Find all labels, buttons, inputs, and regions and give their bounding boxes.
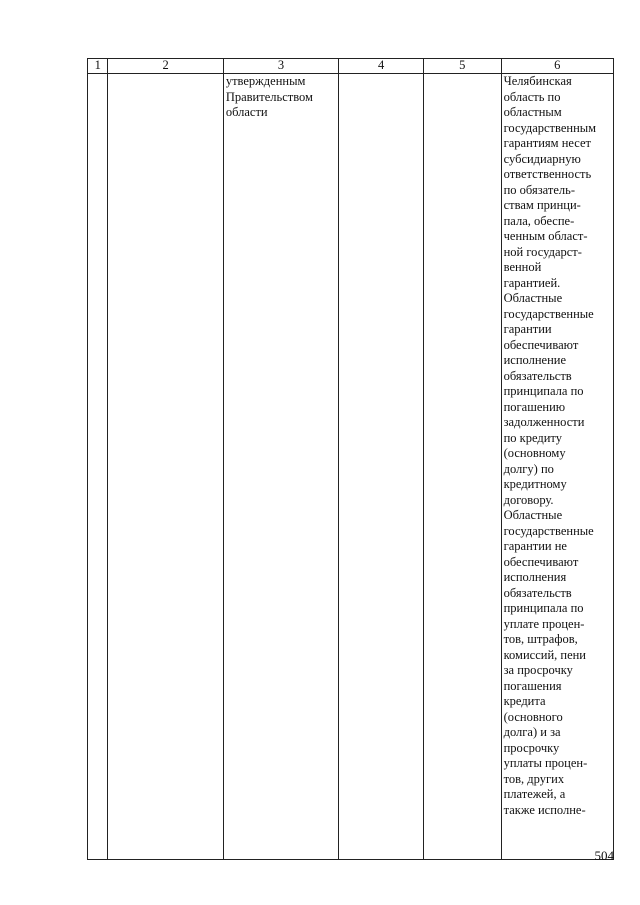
cell-col4 — [339, 74, 424, 860]
column-header-4: 4 — [339, 59, 424, 74]
cell-col5 — [424, 74, 502, 860]
table-row — [88, 74, 614, 860]
cell-col3: утвержденным Правительством области — [223, 74, 338, 860]
page-number: 504 — [594, 848, 614, 863]
table-header-row — [88, 59, 614, 74]
column-header-5: 5 — [424, 59, 502, 74]
column-header-1: 1 — [88, 59, 108, 74]
document-table — [87, 58, 614, 860]
cell-col2 — [108, 74, 223, 860]
cell-col1 — [88, 74, 108, 860]
column-header-6: 6 — [501, 59, 613, 74]
column-header-2: 2 — [108, 59, 223, 74]
column-header-3: 3 — [223, 59, 338, 74]
cell-col6: Челябинская область по областным государственным гарантиям несет субсидиарную ответственность по обязатель- ствам принци- пала, обеспе- ченным област- ной государст- венной гарантией. Областные государственные гарантии обеспечивают исполнение обязательств принципала по погашению задолженности по кредиту (основному долгу) по кредитному договору. Областные государственные гарантии не обеспечивают исполнения обязательств принципала по уплате процен- тов, штрафов, комиссий, пени за просрочку погашения кредита (основного долга) и за просрочку уплаты процен- тов, других платежей, а также исполне- — [501, 74, 613, 860]
